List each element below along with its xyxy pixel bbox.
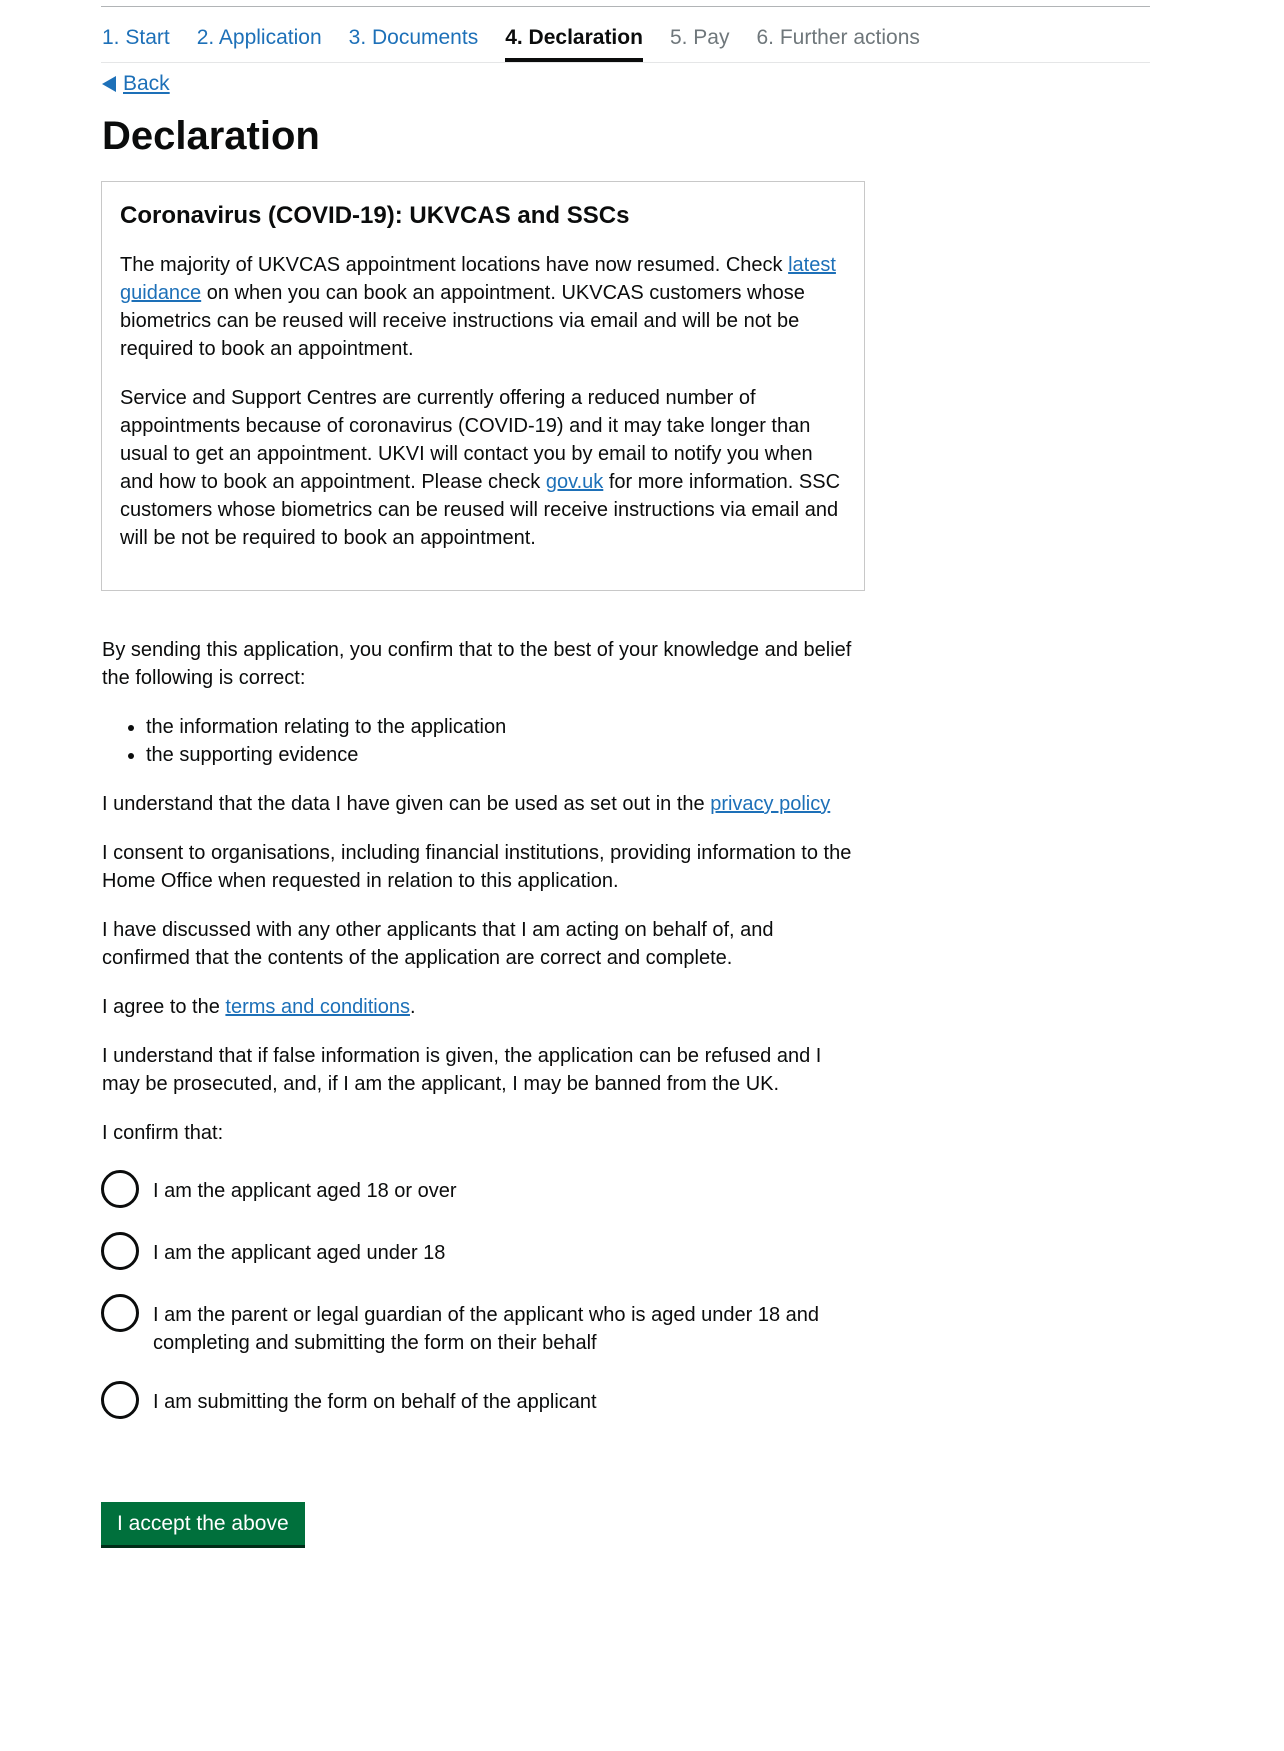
terms-statement [102,993,862,1021]
declaration-bullets [102,713,862,769]
step-pay: 5. Pay [669,26,730,49]
applicant-role-radios [101,1170,833,1443]
covid-info-panel [101,181,865,591]
gov-uk-link[interactable]: gov.uk [545,471,604,493]
discussed-statement: I have discussed with any other applicants that I am acting on behalf of, and confirmed that the contents of the application are correct and complete. [102,919,774,969]
radio-label[interactable]: I am the applicant aged 18 or over [153,1180,457,1202]
panel-paragraph-ukvcas [120,251,846,363]
panel-title: Coronavirus (COVID-19): UKVCAS and SSCs [120,202,630,229]
top-divider [101,6,1150,7]
page-title: Declaration [102,114,320,158]
terms-text: I agree to the [102,996,226,1018]
ssc-text-before: Service and Support Centres are currently offering a reduced number of appointments because of coronavirus (COVID-19) and it may take longer than usual to get an appointment. UKVI will contact you by email to notify you when and how to book an appointment. Please check [120,387,813,493]
bullet-evidence: • the supporting evidence [146,741,862,769]
radio-label[interactable]: I am the applicant aged under 18 [153,1242,446,1264]
radio-label[interactable]: I am the parent or legal guardian of the applicant who is aged under 18 and completing and submitting the form on their behalf [153,1304,820,1354]
ukvcas-text-after: on when you can book an appointment. UKVCAS customers whose biometrics can be reused will receive instructions via email and will be not be required to book an appointment. [120,282,805,360]
step-application[interactable]: 2. Application [196,26,322,49]
consent-statement: I consent to organisations, including financial institutions, providing information to the Home Office when requested in relation to this application. [102,842,852,892]
declaration-text [102,636,862,1168]
panel-paragraph-ssc [120,384,846,552]
radio-on-behalf-of-applicant[interactable] [101,1381,833,1419]
radio-label[interactable]: I am submitting the form on behalf of the applicant [153,1391,597,1413]
radio-circle-icon[interactable] [101,1170,139,1208]
step-start[interactable]: 1. Start [102,26,170,49]
terms-period: . [409,996,416,1018]
declaration-intro: By sending this application, you confirm that to the best of your knowledge and belief the following is correct: [102,639,852,689]
terms-and-conditions-link[interactable]: terms and conditions [225,996,410,1018]
radio-applicant-18-or-over[interactable] [101,1170,833,1208]
step-documents[interactable]: 3. Documents [348,26,479,49]
back-link-wrapper [102,72,170,96]
confirm-label: I confirm that: [102,1122,224,1144]
step-further-actions: 6. Further actions [756,26,920,49]
latest-guidance-link[interactable]: latest guidance [120,254,836,304]
privacy-policy-link[interactable]: privacy policy [710,793,831,815]
radio-circle-icon[interactable] [101,1381,139,1419]
radio-parent-or-guardian[interactable] [101,1294,833,1357]
accept-button[interactable]: I accept the above [101,1502,305,1545]
false-info-statement: I understand that if false information is given, the application can be refused and I may be prosecuted, and, if I am the applicant, I may be banned from the UK. [102,1045,822,1095]
step-declaration: 4. Declaration [505,26,643,63]
bullet-information: • the information relating to the application [146,713,862,741]
radio-applicant-under-18[interactable] [101,1232,833,1270]
progress-steps [102,26,947,63]
radio-circle-icon[interactable] [101,1294,139,1332]
ssc-text-after: for more information. SSC customers whose biometrics can be reused will receive instructions via email and will be not be required to book an appointment. [120,471,841,549]
left-triangle-icon[interactable] [102,76,116,92]
privacy-text: I understand that the data I have given can be used as set out in the [102,793,711,815]
privacy-statement [102,790,862,818]
ukvcas-text-before: The majority of UKVCAS appointment locations have now resumed. Check [120,254,789,276]
radio-circle-icon[interactable] [101,1232,139,1270]
back-link[interactable]: Back [123,72,170,95]
steps-divider [101,62,1150,63]
